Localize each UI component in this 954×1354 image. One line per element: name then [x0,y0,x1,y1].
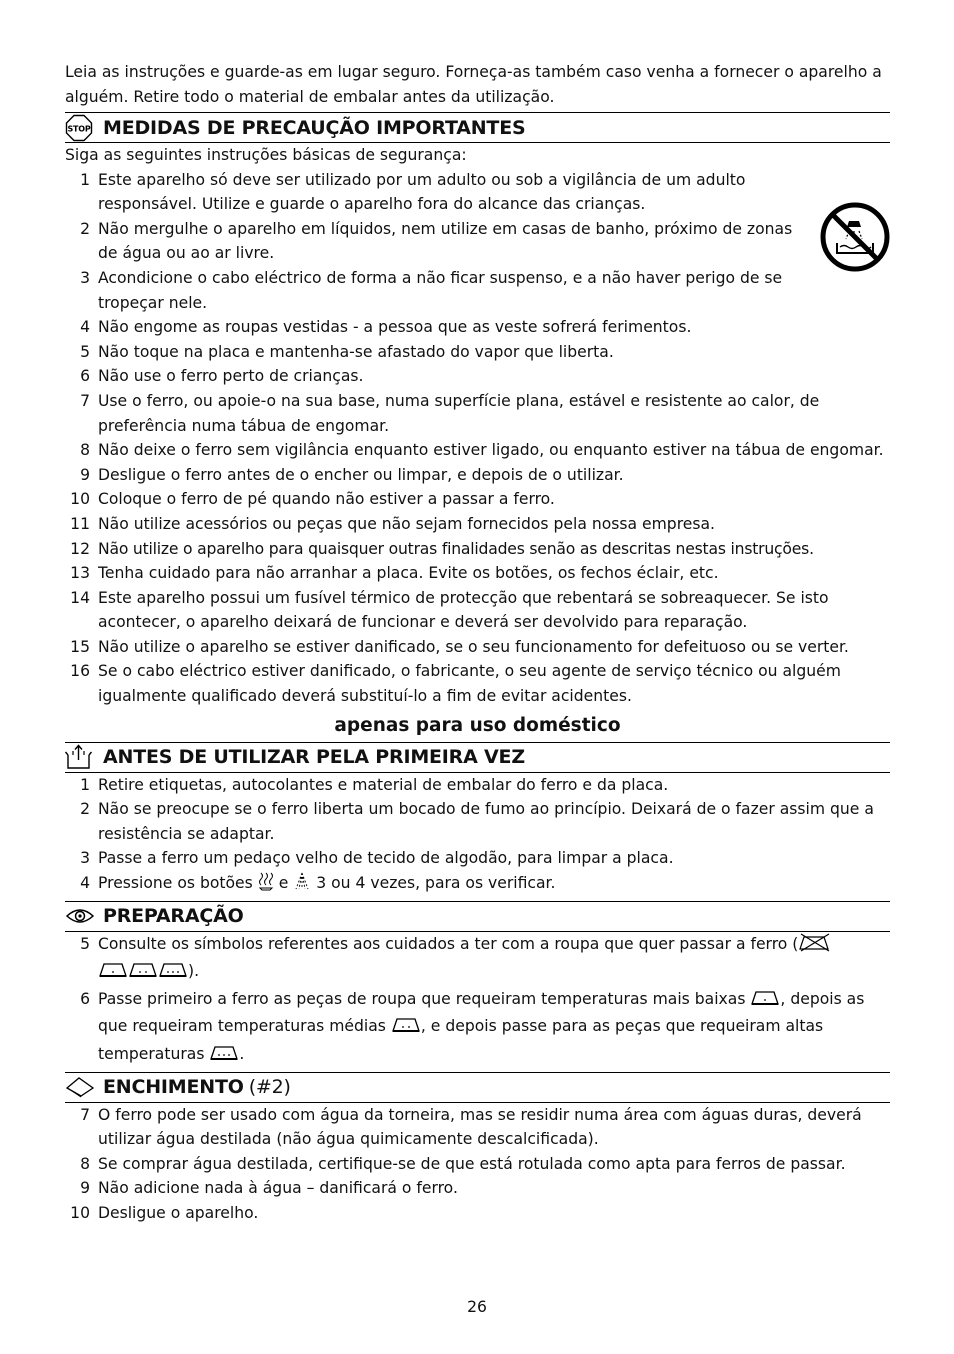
list-item: 9 Não adicione nada à água – danificará o ferro. [80,1179,458,1198]
eye-icon [65,906,103,926]
section-filling-header [65,1072,890,1103]
list-item: 3 Acondicione o cabo eléctrico de forma a não ficar suspenso, e a não haver perigo de se tropeçar nele. [80,268,783,312]
iron-three-dots-icon [209,1044,239,1070]
list-item: 9 Desligue o ferro antes de o encher ou limpar, e depois de o utilizar. [80,465,624,484]
list-item: 15 Não utilize o aparelho se estiver danificado, se o seu funcionamento for defeituoso ou se verter. [70,637,849,656]
list-item: 7 O ferro pode ser usado com água da torneira, mas se residir numa área com águas duras, deverá utilizar água destilada (não água quimicamente descalcificada). [80,1105,862,1149]
list-item: 10 Coloque o ferro de pé quando não estiver a passar a ferro. [70,490,555,509]
list-item: 6 Não use o ferro perto de crianças. [80,367,364,386]
list-item: 11 Não utilize acessórios ou peças que não sejam fornecidos pela nossa empresa. [70,514,716,533]
svg-text:STOP: STOP [67,124,91,133]
section-filling-ref: (#2) [248,1076,291,1099]
water-drop-icon [65,1076,103,1098]
intro-text: Leia as instruções e guarde-as em lugar seguro. Forneça-as também caso venha a fornecer o aparelho a alguém. Retire todo o material de embalar antes da utilização. [65,63,882,106]
section-preparation-header [65,901,890,932]
iron-two-dots-icon [391,1016,421,1042]
list-item: 5 Não toque na placa e mantenha-se afastado do vapor que liberta. [80,342,614,361]
iron-three-dots-icon [158,961,188,987]
list-item: 4 Não engome as roupas vestidas - a pessoa que as veste sofrerá ferimentos. [80,318,692,337]
section-filling-title: ENCHIMENTO [103,1076,244,1099]
steam-burst-icon [258,871,274,899]
unpack-box-icon [65,743,103,771]
spray-icon [293,871,311,899]
list-item: 2 Não mergulhe o aparelho em líquidos, nem utilize em casas de banho, próximo de zonas de água ou ao ar livre. [80,219,793,263]
section-preparation-title: PREPARAÇÃO [103,905,244,928]
list-item: 10 Desligue o aparelho. [70,1203,259,1222]
section-first-use-title: ANTES DE UTILIZAR PELA PRIMEIRA VEZ [103,746,525,769]
iron-one-dot-icon [750,989,780,1015]
no-bathroom-use-icon [819,201,891,277]
list-item: 7 Use o ferro, ou apoie-o na sua base, numa superfície plana, estável e resistente ao calor, de preferência numa tábua de engomar. [80,391,820,435]
document-page [65,60,890,1226]
no-iron-icon [798,932,832,960]
list-item: 12 Não utilize o aparelho para quaisquer outras finalidades senão as descritas nestas instruções. [70,539,814,558]
preparation-list [65,932,890,1070]
section-safety-title: MEDIDAS DE PRECAUÇÃO IMPORTANTES [103,116,526,139]
list-item: 3 Passe a ferro um pedaço velho de tecido de algodão, para limpar a placa. [80,849,674,868]
section-safety-header [65,112,890,143]
page-number: 26 [467,1298,487,1316]
stop-icon [65,114,103,142]
list-item: 1 Este aparelho só deve ser utilizado por um adulto ou sob a vigilância de um adulto responsável. Utilize e guarde o aparelho fora do alcance das crianças. [80,170,746,214]
list-item: 4 Pressione os botões e 3 ou 4 vezes, para os verificar. [65,871,890,899]
first-use-list [65,773,890,899]
section-first-use-header [65,742,890,773]
iron-one-dot-icon [98,961,128,987]
list-item: 13 Tenha cuidado para não arranhar a placa. Evite os botões, os fechos éclair, etc. [70,564,719,583]
list-item: 2 Não se preocupe se o ferro liberta um bocado de fumo ao princípio. Deixará de o fazer assim que a resistência se adaptar. [80,800,874,843]
filling-list [65,1103,890,1226]
list-item: 8 Se comprar água destilada, certifique-se de que está rotulada como apta para ferros de passar. [80,1154,846,1173]
safety-list [65,168,890,709]
list-item: 6 Passe primeiro a ferro as peças de roupa que requeiram temperaturas mais baixas , depois as que requeiram temperaturas médias , e depois passe para as peças que requeiram altas temperaturas . [65,987,890,1070]
safety-lead: Siga as seguintes instruções básicas de segurança: [65,146,467,164]
iron-two-dots-icon [128,961,158,987]
list-item: 1 Retire etiquetas, autocolantes e material de embalar do ferro e da placa. [80,775,669,794]
list-item: 14 Este aparelho possui um fusível térmico de protecção que rebentará se sobreaquecer. Se isto acontecer, o aparelho deixará de funcionar e deverá ser devolvido para reparação. [70,588,829,632]
list-item: 5 Consulte os símbolos referentes aos cuidados a ter com a roupa que quer passar a ferro ( ). [65,932,890,987]
list-item: 8 Não deixe o ferro sem vigilância enquanto estiver ligado, ou enquanto estiver na tábua de engomar. [80,441,884,460]
domestic-use-note: apenas para uso doméstico [334,714,621,736]
list-item: 16 Se o cabo eléctrico estiver danificado, o fabricante, o seu agente de serviço técnico ou alguém igualmente qualificado deverá substituí-lo a fim de evitar acidentes. [70,662,841,706]
